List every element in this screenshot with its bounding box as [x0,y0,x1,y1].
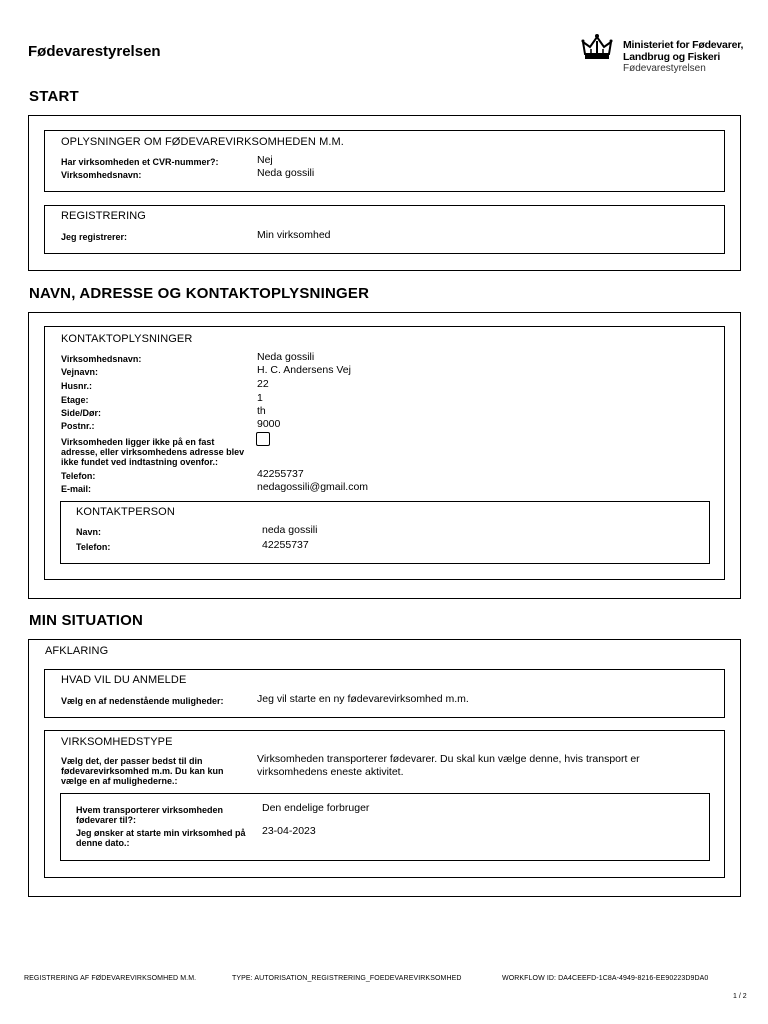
postal-label: Postnr.: [61,421,95,431]
company-name-label: Virksomhedsnavn: [61,170,142,180]
no-fixed-address-label: Virksomheden ligger ikke på en fast adresse, eller virksomhedens adresse blev ikke fundet ved indtastning ovenfor.: [61,437,245,467]
logo-line-2: Landbrug og Fiskeri [623,51,721,63]
ministry-logo [580,32,760,76]
registrerer-label: Jeg registrerer: [61,232,128,242]
contact-name-label: Virksomhedsnavn: [61,354,142,364]
transport-label: Hvem transporterer virksomheden fødevarer til?: [76,805,224,825]
registrering-box [44,205,725,254]
footer-type: TYPE: AUTORISATION_REGISTRERING_FOEDEVAREVIRKSOMHED [232,975,462,982]
houseno-value: 22 [257,378,269,390]
section-title-contact: NAVN, ADRESSE OG KONTAKTOPLYSNINGER [29,285,370,302]
registrerer-value: Min virksomhed [257,229,331,241]
email-value: nedagossili@gmail.com [257,481,369,493]
floor-label: Etage: [61,395,89,405]
transport-box [60,793,710,861]
person-name-label: Navn: [76,527,102,537]
person-phone-label: Telefon: [76,542,111,552]
brand-title: Fødevarestyrelsen [28,43,161,60]
hvad-label: Vælg en af nedenstående muligheder: [61,696,224,706]
person-name-value: neda gossili [262,524,318,536]
logo-line-3: Fødevarestyrelsen [623,63,706,74]
section-title-situation: MIN SITUATION [29,612,143,629]
phone-value: 42255737 [257,468,304,480]
street-label: Vejnavn: [61,367,99,377]
hvad-value: Jeg vil starte en ny fødevarevirksomhed m.m. [257,693,469,705]
registrering-title: REGISTRERING [61,210,146,222]
postal-value: 9000 [257,418,281,430]
oplysninger-title: OPLYSNINGER OM FØDEVAREVIRKSOMHEDEN M.M. [61,136,344,148]
virksomhedstype-label: Vælg det, der passer bedst til din fødevarevirksomhed m.m. Du kan kun vælge en af mulighederne.: [61,756,224,786]
hvad-title: HVAD VIL DU ANMELDE [61,674,187,686]
footer-left: REGISTRERING AF FØDEVAREVIRKSOMHED M.M. [24,975,197,982]
person-phone-value: 42255737 [262,539,309,551]
email-label: E-mail: [61,484,92,494]
virksomhedstype-value: Virksomheden transporterer fødevarer. Du skal kun vælge denne, hvis transport er virksomhedens eneste aktivitet. [257,753,640,778]
virksomhedstype-title: VIRKSOMHEDSTYPE [61,736,173,748]
afklaring-title: AFKLARING [45,645,109,657]
company-name-value: Neda gossili [257,167,315,179]
contact-name-value: Neda gossili [257,351,315,363]
no-fixed-address-checkbox[interactable] [256,432,270,446]
side-value: th [257,405,266,417]
side-label: Side/Dør: [61,408,102,418]
floor-value: 1 [257,392,263,404]
cvr-value: Nej [257,154,273,166]
kontaktoplysninger-title: KONTAKTOPLYSNINGER [61,333,193,345]
houseno-label: Husnr.: [61,381,93,391]
section-title-start: START [29,88,79,105]
start-date-label: Jeg ønsker at starte min virksomhed på denne dato.: [76,828,246,848]
kontaktperson-title: KONTAKTPERSON [76,506,175,518]
logo-line-1: Ministeriet for Fødevarer, [623,39,744,51]
start-date-value: 23-04-2023 [262,825,316,837]
page-number: 1 / 2 [733,993,747,1000]
cvr-label: Har virksomheden et CVR-nummer?: [61,157,219,167]
transport-value: Den endelige forbruger [262,802,370,814]
crown-icon [580,32,614,64]
phone-label: Telefon: [61,471,96,481]
street-value: H. C. Andersens Vej [257,364,351,376]
footer-workflow-id: WORKFLOW ID: DA4CEEFD-1C8A-4949-8216-EE90223D9DA0 [502,975,709,982]
